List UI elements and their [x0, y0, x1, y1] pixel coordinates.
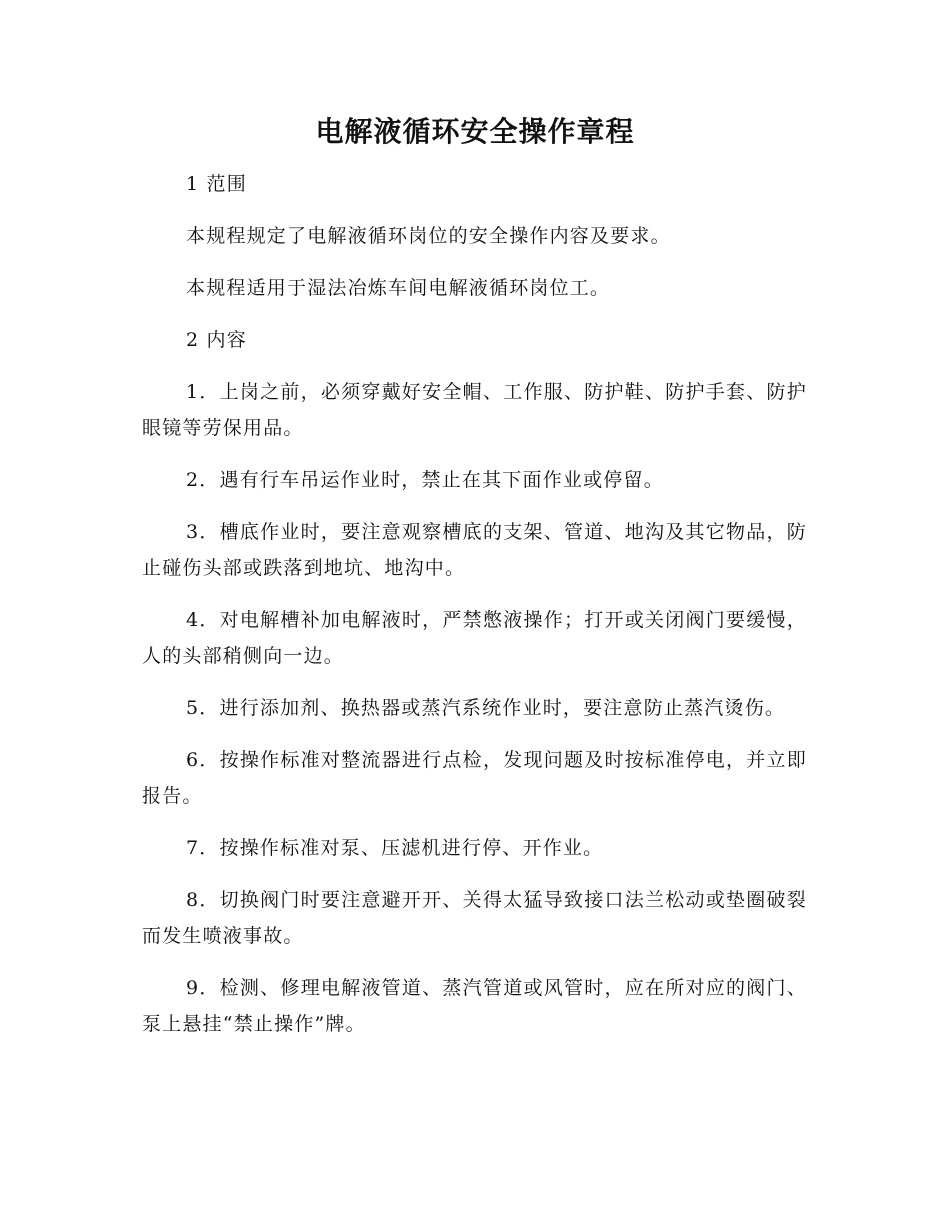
section-heading-scope: 1 范围 [186, 173, 247, 195]
paragraph: 本规程规定了电解液循环岗位的安全操作内容及要求。 [186, 225, 671, 247]
list-item: 3．槽底作业时，要注意观察槽底的支架、管道、地沟及其它物品，防止碰伤头部或跌落到地坑、地沟中。 [142, 521, 807, 579]
list-item: 1．上岗之前，必须穿戴好安全帽、工作服、防护鞋、防护手套、防护眼镜等劳保用品。 [142, 381, 807, 439]
list-item: 6．按操作标准对整流器进行点检，发现问题及时按标准停电，并立即报告。 [142, 749, 807, 807]
document-body [142, 166, 807, 1042]
list-item: 9．检测、修理电解液管道、蒸汽管道或风管时，应在所对应的阀门、泵上悬挂“禁止操作”牌。 [142, 977, 807, 1035]
list-item: 4．对电解槽补加电解液时，严禁憋液操作；打开或关闭阀门要缓慢，人的头部稍侧向一边。 [142, 609, 807, 667]
list-item: 8．切换阀门时要注意避开开、关得太猛导致接口法兰松动或垫圈破裂而发生喷液事故。 [142, 889, 807, 947]
list-item: 5．进行添加剂、换热器或蒸汽系统作业时，要注意防止蒸汽烫伤。 [186, 697, 786, 719]
list-item: 7．按操作标准对泵、压滤机进行停、开作业。 [186, 837, 604, 859]
section-heading-content: 2 内容 [186, 329, 247, 351]
list-item: 2．遇有行车吊运作业时，禁止在其下面作业或停留。 [186, 469, 664, 491]
document-title: 电解液循环安全操作章程 [315, 115, 635, 148]
paragraph: 本规程适用于湿法冶炼车间电解液循环岗位工。 [186, 277, 611, 299]
